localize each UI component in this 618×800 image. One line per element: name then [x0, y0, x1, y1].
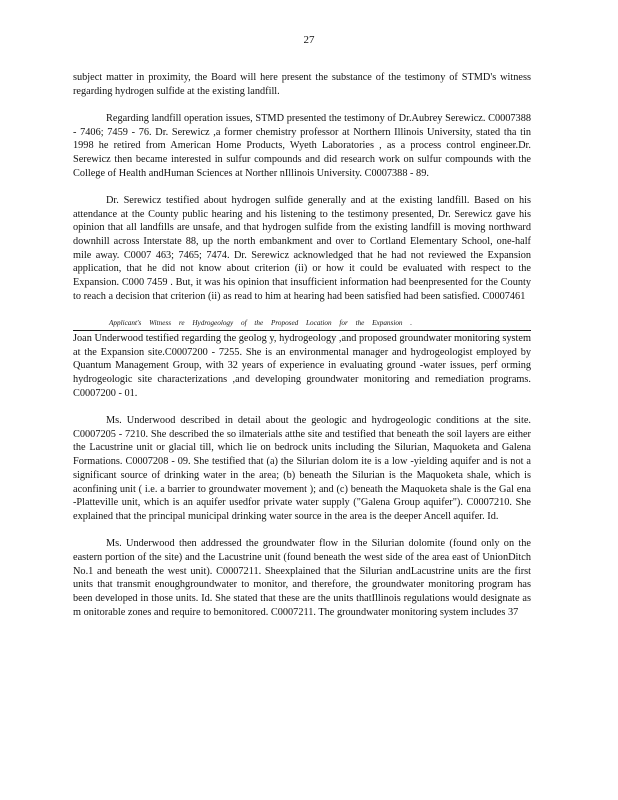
- paragraph-serewicz-background: Regarding landfill operation issues, STMD presented the testimony of Dr.Aubrey Serewicz. C0007388 - 7406; 7459 - 76. Dr. Serewicz ,a former chemistry professor at Northern Illinois University, stated tha tin 1998 he retired from American Home Products, Wyeth Laboratories , as a process control engineer.Dr. Serewicz then became interested in sulfur compounds and did research work on sulfur compounds with the College of Health andHuman Sciences at Norther nIllinois University. C0007388 - 89.: [73, 112, 531, 179]
- page-number: 27: [303, 34, 315, 46]
- paragraph-underwood-intro: Joan Underwood testified regarding the geolog y, hydrogeology ,and proposed groundwater monitoring system at the Expansion site.C0007200 - 7255. She is an environmental manager and hydrogeologist employed by Quantum Management Group, with 32 years of experience in evaluating ground -water issues, perf orming hydrogeologic site characterizations ,and developing groundwater monitoring and remediation programs. C0007200 - 01.: [73, 333, 531, 399]
- section-heading: Applicant's Witness re Hydrogeology of the Proposed Location for the Expansion .: [73, 317, 531, 331]
- paragraph-intro: subject matter in proximity, the Board will here present the substance of the testimony of STMD's witness regarding hydrogen sulfide at the existing landfill.: [73, 72, 531, 97]
- paragraph-serewicz-testimony: Dr. Serewicz testified about hydrogen sulfide generally and at the existing landfill. Based on his attendance at the County public hearing and his listening to the testimony presented, Dr. Serewicz gave his opinion that all landfills are unsafe, and that hydrogen sulfide from the existing landfill is moving northward downhill across Interstate 88, up the north embankment and over to Cortland Elementary School, one-half mile away. C0007 463; 7465; 7474. Dr. Serewicz acknowledged that he had not reviewed the Expansion application, that he did not know about criterion (ii) or how it could be evaluated with respect to the Expansion. C000 7459 . But, it was his opinion that insufficient information had beenpresented for the County to reach a decision that criterion (ii) as read to him at hearing had been satisfied had been satisfied. C0007461: [73, 194, 531, 302]
- paragraph-underwood-geology: Ms. Underwood described in detail about the geologic and hydrogeologic conditions at the site. C0007205 - 7210. She described the so ilmaterials atthe site and testified that beneath the soil layers are either the Lacustrine unit or glacial till, which lie on bedrock units including the Silurian, Maquoketa and Galena Formations. C0007208 - 09. She testified that (a) the Silurian dolom ite is a low -yielding aquifer and is not a significant source of drinking water in the area; (b) beneath the Silurian is the Maquoketa shale, which is aconfining unit ( i.e. a barrier to groundwater movement ); and (c) beneath the Maquoketa shale is the Gal ena -Platteville unit, which is an aquifer usedfor private water supply ("Galena Group aquifer"). C0007210. She explained that the principal municipal drinking water source in the area is the deeper Ancell aquifer. Id.: [73, 415, 531, 522]
- document-body: [73, 71, 531, 633]
- paragraph-underwood-groundwater: Ms. Underwood then addressed the groundwater flow in the Silurian dolomite (found only on the eastern portion of the site) and the Lacustrine unit (found beneath the west side of the area east of UnionDitch No.1 and beneath the west unit). C0007211. Sheexplained that the Silurian andLacustrine units are the first units that transmit enoughgroundwater to monitor, and therefore, the groundwater monitoring program has been developed in those units. Id. She stated that these are the units thatIllinois regulations would designate as m onitorable zones and require to bemonitored. C0007211. The groundwater monitoring system includes 37: [73, 538, 531, 618]
